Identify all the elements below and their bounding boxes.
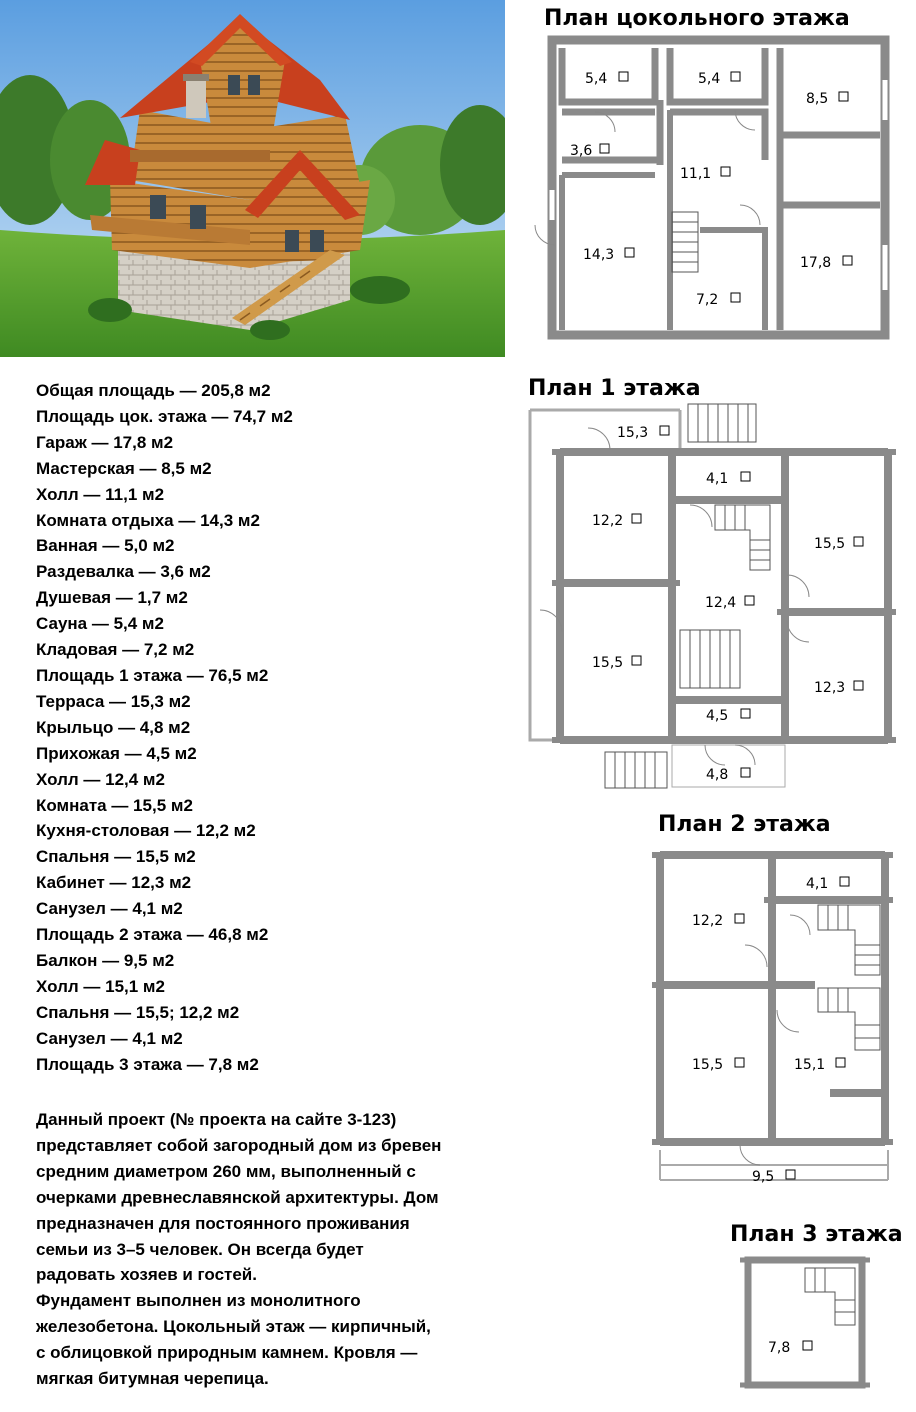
room-area-label: 7,8 bbox=[768, 1340, 791, 1356]
spec-item: Прихожая — 4,5 м2 bbox=[36, 743, 197, 763]
room-marker-squares bbox=[735, 877, 849, 1179]
room-area-label: 3,6 bbox=[570, 143, 593, 159]
spec-item: Ванная — 5,0 м2 bbox=[36, 536, 175, 556]
spec-item: Санузел — 4,1 м2 bbox=[36, 1028, 183, 1048]
description-line: Фундамент выполнен из монолитного bbox=[36, 1291, 361, 1311]
room-area-label: 7,2 bbox=[696, 292, 719, 308]
room-area-label: 5,4 bbox=[585, 71, 608, 87]
room-area-label: 12,4 bbox=[705, 595, 737, 611]
spec-item: Площадь 3 этажа — 7,8 м2 bbox=[36, 1054, 259, 1074]
floor2-plan-title: План 2 этажа bbox=[658, 812, 831, 837]
spec-item: Раздевалка — 3,6 м2 bbox=[36, 562, 211, 582]
spec-item: Крыльцо — 4,8 м2 bbox=[36, 717, 191, 737]
spec-item: Сауна — 5,4 м2 bbox=[36, 614, 164, 634]
floor2-plan bbox=[652, 855, 893, 1180]
spec-item: Холл — 15,1 м2 bbox=[36, 976, 165, 996]
room-area-label: 15,5 bbox=[814, 536, 846, 552]
room-area-label: 15,5 bbox=[692, 1057, 724, 1073]
spec-item: Комната отдыха — 14,3 м2 bbox=[36, 510, 260, 530]
spec-item: Терраса — 15,3 м2 bbox=[36, 691, 191, 711]
room-area-label: 17,8 bbox=[800, 255, 832, 271]
room-area-label: 5,4 bbox=[698, 71, 721, 87]
description-line: с облицовкой природным камнем. Кровля — bbox=[36, 1343, 418, 1363]
spec-item: Мастерская — 8,5 м2 bbox=[36, 458, 212, 478]
floor1-plan-title: План 1 этажа bbox=[528, 376, 701, 401]
floor3-room-labels bbox=[768, 1340, 790, 1356]
room-area-label: 12,3 bbox=[814, 680, 846, 696]
room-marker-squares bbox=[632, 426, 863, 777]
room-area-label: 12,2 bbox=[692, 913, 724, 929]
room-area-label: 15,5 bbox=[592, 655, 624, 671]
room-marker-squares bbox=[803, 1341, 812, 1350]
spec-item: Спальня — 15,5; 12,2 м2 bbox=[36, 1002, 240, 1022]
description-line: представляет собой загородный дом из бревен bbox=[36, 1135, 442, 1155]
spec-item: Площадь цок. этажа — 74,7 м2 bbox=[36, 406, 293, 426]
room-area-label: 4,5 bbox=[706, 708, 729, 724]
floor3-plan-title: План 3 этажа bbox=[730, 1222, 903, 1247]
spec-item: Холл — 11,1 м2 bbox=[36, 484, 165, 504]
spec-item: Комната — 15,5 м2 bbox=[36, 795, 193, 815]
spec-item: Площадь 2 этажа — 46,8 м2 bbox=[36, 925, 269, 945]
description-line: мягкая битумная черепица. bbox=[36, 1369, 269, 1389]
spec-item: Площадь 1 этажа — 76,5 м2 bbox=[36, 665, 269, 685]
spec-item: Душевая — 1,7 м2 bbox=[36, 588, 188, 608]
spec-item: Спальня — 15,5 м2 bbox=[36, 847, 196, 867]
room-area-label: 8,5 bbox=[806, 91, 829, 107]
room-area-label: 4,8 bbox=[706, 767, 729, 783]
basement-room-labels bbox=[570, 71, 831, 308]
room-area-label: 4,1 bbox=[806, 876, 829, 892]
floor3-plan bbox=[740, 1260, 870, 1385]
room-area-label: 12,2 bbox=[592, 513, 624, 529]
description-line: радовать хозяев и гостей. bbox=[36, 1265, 257, 1285]
description-line: очерками древнеславянской архитектуры. Дом bbox=[36, 1187, 439, 1207]
spec-item: Холл — 12,4 м2 bbox=[36, 769, 165, 789]
spec-item: Санузел — 4,1 м2 bbox=[36, 899, 183, 919]
room-area-label: 9,5 bbox=[752, 1169, 775, 1185]
floor1-room-labels bbox=[592, 425, 845, 783]
basement-plan-title: План цокольного этажа bbox=[544, 6, 850, 31]
description-line: железобетона. Цокольный этаж — кирпичный, bbox=[36, 1317, 431, 1337]
spec-item: Балкон — 9,5 м2 bbox=[36, 950, 175, 970]
description-line: предназначен для постоянного проживания bbox=[36, 1213, 410, 1233]
spec-item: Кабинет — 12,3 м2 bbox=[36, 873, 192, 893]
room-area-label: 15,3 bbox=[617, 425, 649, 441]
room-area-label: 15,1 bbox=[794, 1057, 826, 1073]
spec-item: Кладовая — 7,2 м2 bbox=[36, 640, 195, 660]
room-area-label: 11,1 bbox=[680, 166, 712, 182]
description-line: семьи из 3–5 человек. Он всегда будет bbox=[36, 1239, 364, 1259]
description-line: средним диаметром 260 мм, выполненный с bbox=[36, 1161, 416, 1181]
room-area-label: 4,1 bbox=[706, 471, 729, 487]
spec-item: Гараж — 17,8 м2 bbox=[36, 432, 174, 452]
spec-item: Общая площадь — 205,8 м2 bbox=[36, 381, 271, 400]
spec-item: Кухня-столовая — 12,2 м2 bbox=[36, 821, 256, 841]
room-area-label: 14,3 bbox=[583, 247, 615, 263]
description-line: Данный проект (№ проекта на сайте 3-123) bbox=[36, 1110, 397, 1129]
